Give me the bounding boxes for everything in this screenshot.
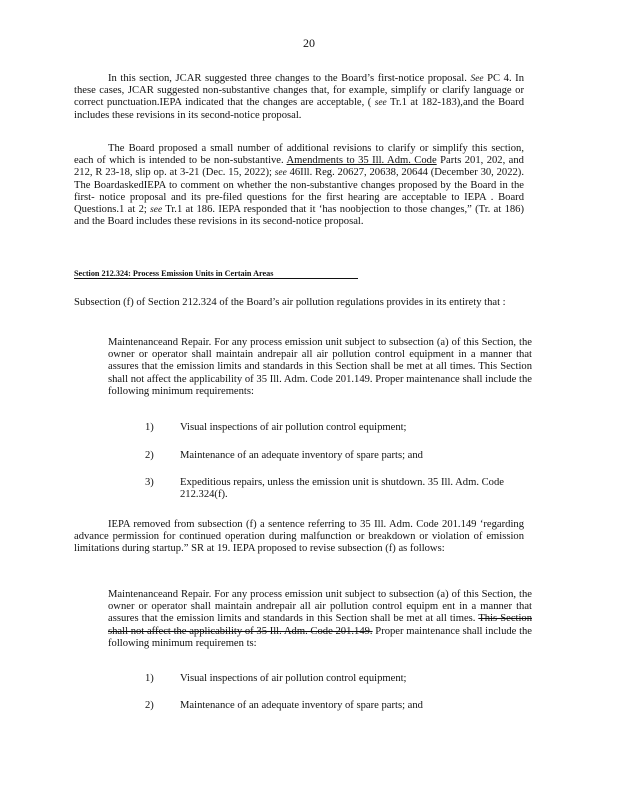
struck-text: This Section shall not affect the applicability of 35 Ill. Adm. Code 201.149. (108, 613, 532, 637)
section-heading: Section 212.324: Process Emission Units in Certain Areas (74, 269, 274, 278)
list-text: Maintenance of an adequate inventory of spare parts; and (180, 700, 423, 711)
paragraph-iepa-removed: IEPA removed from subsection (f) a sentence referring to 35 Ill. Adm. Code 201.149 ‘regarding advance permission for continued operation during malfunction or breakdown or violation of emission limitations during startup.” SR at 19. IEPA proposed to revise subsection (f) as follows: (74, 519, 524, 555)
text: Tr.1 at 186. IEPA responded that it ‘has noobjection to those changes,” (Tr. at 186) and the Board includes these revisions in its second-notice proposal. (74, 204, 524, 228)
text: PC 4. In these cases, JCAR suggested non-substantive changes that, for example, simplify or clarify language or correct punctuation.IEPA indicated that the changes are acceptable, ( (74, 73, 524, 109)
list-text: Visual inspections of air pollution control equipment; (180, 673, 407, 684)
list-text: Visual inspections of air pollution control equipment; (180, 422, 407, 433)
quoted-regulation-original: Maintenanceand Repair. For any process emission unit subject to subsection (a) of this Section, the owner or operator shall maintain andrepair all air pollution control equipment in a manner that assures that the emission limits and standards in this Section shall be met at all times. This Section shall not affect the applicability of 35 Ill. Adm. Code 201.149. Proper maintenance shall include the following minimum requirements: (108, 337, 532, 397)
paragraph-board-revisions (74, 143, 524, 228)
list-text: Maintenance of an adequate inventory of spare parts; and (180, 450, 423, 461)
heading-underline (74, 278, 358, 279)
paragraph-subsection-f: Subsection (f) of Section 212.324 of the Board’s air pollution regulations provides in its entirety that : (74, 297, 506, 308)
list-number: 2) (145, 700, 154, 711)
page-number: 20 (303, 36, 315, 50)
list-number: 1) (145, 673, 154, 684)
list-number: 3) (145, 477, 154, 488)
see-signal: See (470, 74, 484, 84)
list-text: Expeditious repairs, unless the emission unit is shutdown. 35 Ill. Adm. Code 212.324(f). (180, 477, 504, 501)
list-number: 1) (145, 422, 154, 433)
see-signal: see (150, 205, 163, 216)
quoted-regulation-revised (108, 589, 532, 650)
text: 46Ill. Reg. 20627, 20638, 20644 (December 30, 2022). The BoardaskedIEPA to comment on whether the non-substantive changes proposed by the Board in the first- notice proposal and its pre-filed questions for the first hearing are acceptable to IEPA . Board Questions.1 at 2; (74, 167, 524, 216)
see-signal: see (274, 168, 287, 179)
text: Maintenanceand Repair. For any process emission unit subject to subsection (a) of this Section, the owner or operator shall maintain andrepair all air pollution control equipm ent in a manner that assures that the emission limits and standards in this Section shall be met at all times. (108, 589, 532, 625)
text: Proper maintenance shall include the following minimum requiremen ts: (108, 625, 533, 649)
text: The Board proposed a small number of additional revisions to clarify or simplify this section, each of which is intended to be non-substantive. (74, 143, 524, 167)
text: Tr.1 at 182-183),and the Board includes these revisions in its second-notice proposal. (74, 97, 524, 121)
text: In this section, JCAR suggested three changes to the Board’s first-notice proposal. (108, 73, 467, 84)
text: Parts 201, 202, and 212, R 23-18, slip op. at 3-21 (Dec. 15, 2022); (74, 155, 524, 179)
see-signal: see (374, 98, 387, 109)
citation-link: Amendments to 35 Ill. Adm. Code (286, 155, 437, 167)
list-number: 2) (145, 450, 154, 461)
paragraph-jcar-changes (74, 73, 524, 122)
